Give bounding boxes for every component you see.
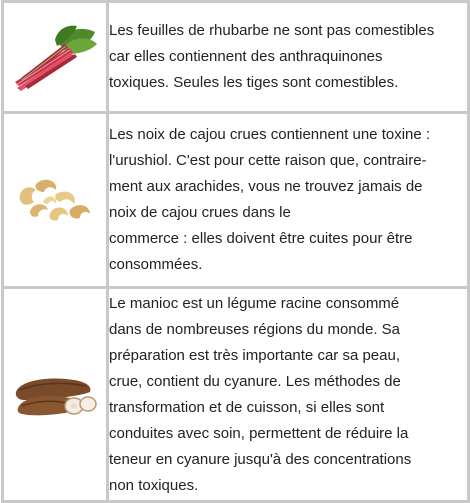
text-line: Le manioc est un légume racine consommé [109,294,400,312]
table-row [3,288,469,502]
text-line: crue, contient du cyanure. Les méthodes de [109,372,401,390]
image-cell [3,2,108,113]
cashew-nuts-image [10,170,100,230]
table-row [3,113,469,288]
text-line: dans de nombreuses régions du monde. Sa [109,320,401,338]
text-line: ment aux arachides, vous ne trouvez jamais de [109,178,423,195]
text-line: Les feuilles de rhubarbe ne sont pas comestibles [109,22,435,39]
text-line: consommées. [109,256,203,273]
text-line: l'urushiol. C'est pour cette raison que, contraire- [109,152,427,169]
text-line: car elles contiennent des anthraquinones [109,48,383,65]
text-line: conduites avec soin, permettent de réduire la [109,424,409,442]
text-line: teneur en cyanure jusqu'à des concentrations [109,450,412,468]
cashew-description [108,113,469,288]
text-line: toxiques. Seules les tiges sont comestibles. [109,74,399,91]
rhubarb-image [7,22,103,92]
text-line: transformation et de cuisson, si elles sont [109,398,385,416]
text-line: non toxiques. [109,476,199,494]
text-line: commerce : elles doivent être cuites pour être [109,230,413,247]
text-line: noix de cajou crues dans le [109,204,291,221]
toxic-foods-table [1,0,470,503]
cassava-image [10,370,100,420]
cassava-description [108,288,469,502]
image-cell [3,113,108,288]
table-row [3,2,469,113]
text-line: Les noix de cajou crues contiennent une toxine : [109,126,431,143]
image-cell [3,288,108,502]
text-line: préparation est très importante car sa peau, [109,346,400,364]
rhubarb-description [108,2,469,113]
